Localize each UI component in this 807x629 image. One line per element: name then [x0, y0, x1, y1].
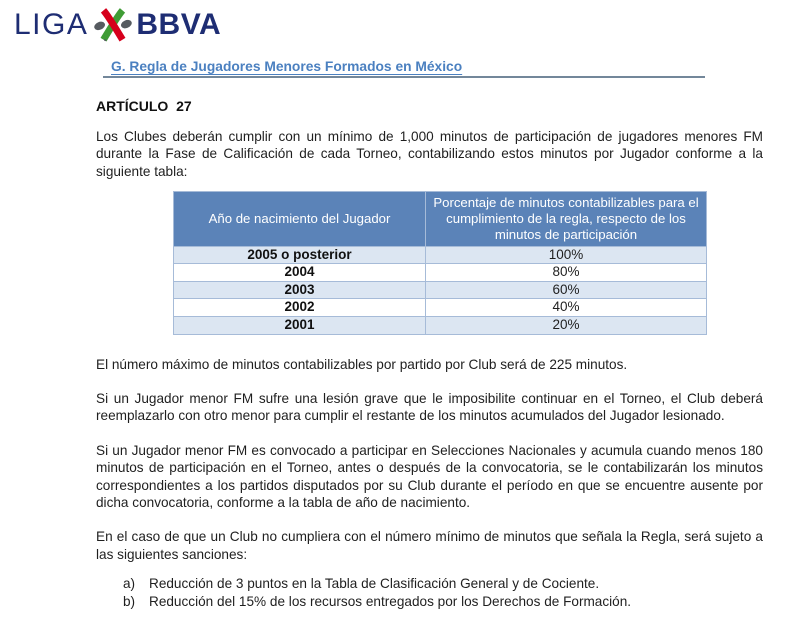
- paragraph-max-minutes: El número máximo de minutos contabilizables por partido por Club será de 225 minutos.: [96, 356, 628, 372]
- liga-wordmark: LIGA: [14, 7, 89, 41]
- cell-year: 2003: [174, 281, 426, 299]
- birth-year-table: [173, 191, 707, 334]
- table-row: [174, 316, 707, 334]
- list-item: [123, 575, 763, 593]
- table-row: [174, 281, 707, 299]
- cell-percentage: 40%: [426, 299, 707, 317]
- sanctions-list: [123, 575, 763, 610]
- list-item-text: Reducción del 15% de los recursos entregados por los Derechos de Formación.: [149, 593, 632, 609]
- liga-bbva-logo: [0, 0, 807, 42]
- table-row: [174, 264, 707, 282]
- cell-percentage: 20%: [426, 316, 707, 334]
- cell-year: 2002: [174, 299, 426, 317]
- cell-percentage: 100%: [426, 246, 707, 264]
- list-marker: b): [123, 593, 136, 609]
- table-row: [174, 246, 707, 264]
- column-header-birth-year: Año de nacimiento del Jugador: [174, 192, 426, 246]
- column-header-percentage: Porcentaje de minutos contabilizables para el cumplimiento de la regla, respecto de los minutos de participación: [426, 192, 707, 246]
- article-content: [96, 98, 763, 610]
- liga-mx-crest-icon: [94, 7, 132, 43]
- article-title: ARTÍCULO 27: [96, 98, 192, 114]
- bbva-wordmark: BBVA: [136, 7, 222, 41]
- age-table-body: [174, 246, 707, 334]
- table-row: [174, 299, 707, 317]
- cell-year: 2005 o posterior: [174, 246, 426, 264]
- section-heading-rule: [103, 59, 705, 78]
- paragraph-sanctions-intro: En el caso de que un Club no cumpliera con el número mínimo de minutos que señala la Regla, será sujeto a las siguientes sanciones:: [96, 529, 763, 562]
- cell-year: 2001: [174, 316, 426, 334]
- cell-percentage: 80%: [426, 264, 707, 282]
- cell-percentage: 60%: [426, 281, 707, 299]
- paragraph-injury: Si un Jugador menor FM sufre una lesión grave que le imposibilite continuar en el Torneo, el Club deberá reemplazarlo con otro menor para cumplir el restante de los minutos acumulados del Jugador lesionado.: [96, 390, 763, 424]
- section-heading: G. Regla de Jugadores Menores Formados en México: [111, 59, 463, 74]
- list-marker: a): [123, 576, 136, 592]
- paragraph-intro: Los Clubes deberán cumplir con un mínimo de 1,000 minutos de participación de jugadores menores FM durante la Fase de Calificación de cada Torneo, contabilizando estos minutos por Jugador conforme a la siguiente tabla:: [96, 129, 763, 179]
- list-item: [123, 593, 763, 611]
- table-header-row: [174, 192, 707, 246]
- list-item-text: Reducción de 3 puntos en la Tabla de Clasificación General y de Cociente.: [149, 576, 600, 592]
- cell-year: 2004: [174, 264, 426, 282]
- paragraph-national-team: Si un Jugador menor FM es convocado a participar en Selecciones Nacionales y acumula cuando menos 180 minutos de participación en el Torneo, antes o después de la convocatoria, se le contabilizarán los minutos correspondientes a los partidos disputados por su Club durante el período en que se encuentre ausente por dicha convocatoria, conforme a la tabla de año de nacimiento.: [96, 442, 763, 511]
